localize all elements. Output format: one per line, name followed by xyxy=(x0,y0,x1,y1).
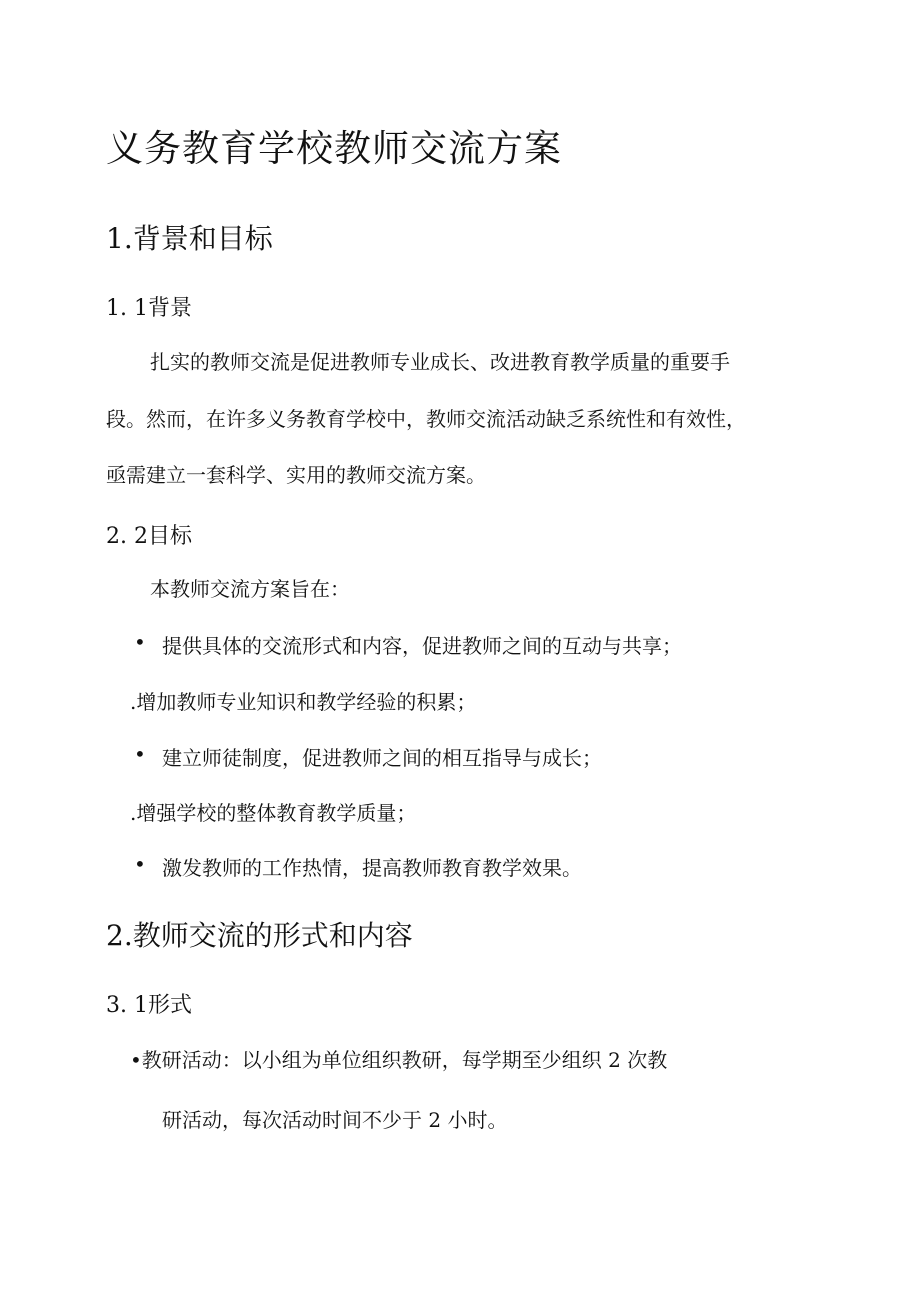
goal-item: .增加教师专业知识和教学经验的积累； xyxy=(130,690,477,714)
section-heading-background-goals: 1.背景和目标 xyxy=(106,222,273,255)
forms-item-line-1: •教研活动：以小组为单位组织教研，每学期至少组织 2 次教 xyxy=(130,1048,668,1072)
bullet-icon: • xyxy=(134,852,146,876)
goal-item: 激发教师的工作热情，提高教师教育教学效果。 xyxy=(162,856,582,880)
goal-item: .增强学校的整体教育教学质量； xyxy=(130,801,417,825)
goal-item: 建立师徒制度，促进教师之间的相互指导与成长； xyxy=(162,746,602,770)
subsection-heading-background: 1. 1背景 xyxy=(106,296,192,321)
forms-item-line-2: 研活动，每次活动时间不少于 2 小时。 xyxy=(162,1108,508,1132)
goal-item: 提供具体的交流形式和内容，促进教师之间的互动与共享； xyxy=(162,634,682,658)
subsection-heading-forms: 3. 1形式 xyxy=(106,993,192,1018)
bullet-icon: • xyxy=(134,742,146,766)
subsection-heading-goals: 2. 2目标 xyxy=(106,524,192,549)
bullet-icon: • xyxy=(134,630,146,654)
section-heading-forms-content: 2.教师交流的形式和内容 xyxy=(106,919,413,952)
paragraph-line-3: 亟需建立一套科学、实用的教师交流方案。 xyxy=(106,463,486,487)
document-title: 义务教育学校教师交流方案 xyxy=(106,127,562,170)
paragraph-line-2: 段。然而，在许多义务教育学校中，教师交流活动缺乏系统性和有效性， xyxy=(106,407,746,431)
paragraph-line-1: 扎实的教师交流是促进教师专业成长、改进教育教学质量的重要手 xyxy=(150,350,730,374)
goals-intro: 本教师交流方案旨在： xyxy=(150,577,350,601)
